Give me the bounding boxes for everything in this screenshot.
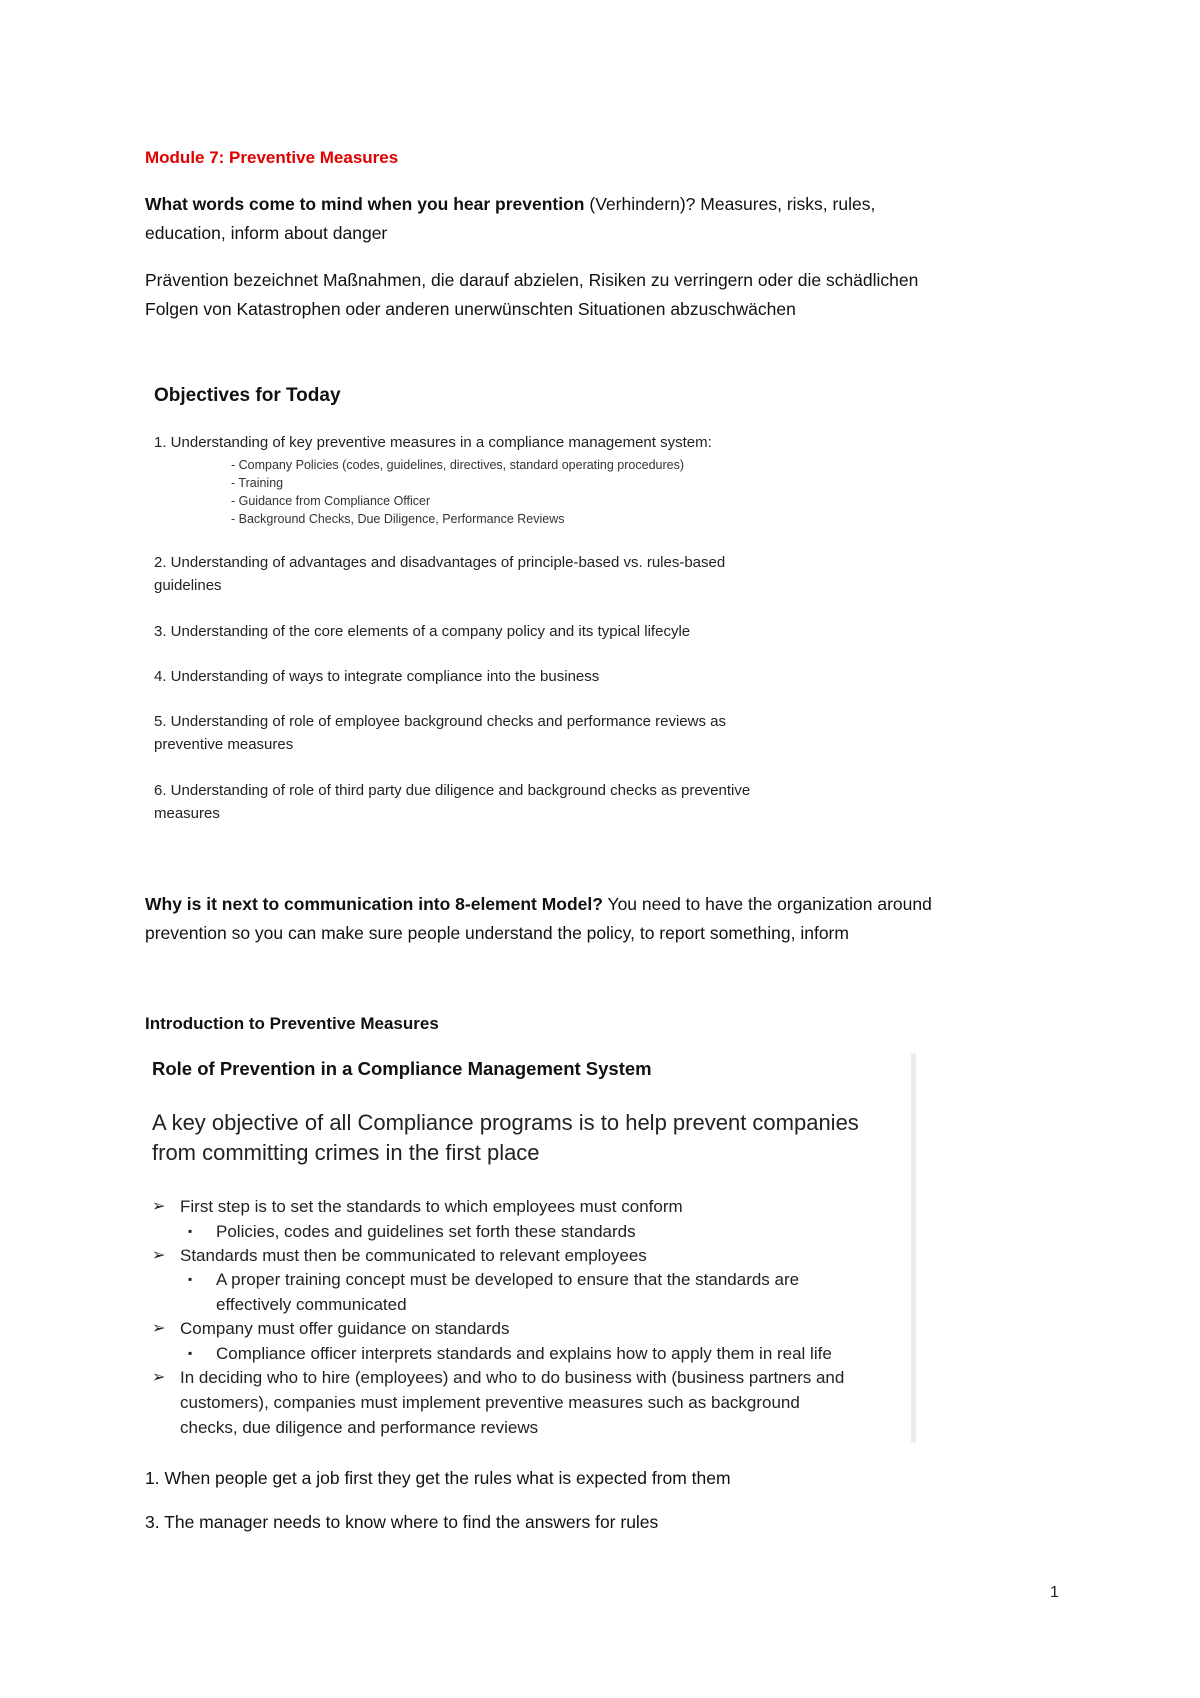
communication-question-answer: You need to have the organization around: [602, 894, 932, 914]
note-1: 1. When people get a job first they get the rules what is expected from them: [145, 1468, 731, 1488]
objective-sub-item: - Company Policies (codes, guidelines, directives, standard operating procedures): [231, 458, 685, 472]
arrow-bullet-icon: ➢: [152, 1198, 166, 1215]
prevention-question-paragraph: [145, 190, 1075, 248]
objective-sub-item: - Background Checks, Due Diligence, Performance Reviews: [231, 512, 565, 526]
german-definition-line1: Prävention bezeichnet Maßnahmen, die darauf abzielen, Risiken zu verringern oder die schädlichen: [145, 270, 919, 290]
objective-item-5: [154, 710, 874, 756]
arrow-bullet-icon: ➢: [152, 1247, 166, 1264]
arrow-bullet-icon: ➢: [152, 1320, 166, 1337]
objective-item-2: [154, 551, 874, 597]
objectives-heading: Objectives for Today: [154, 385, 341, 406]
slide-subbullet-1: [188, 1219, 936, 1244]
slide-bullet-4: [152, 1365, 930, 1440]
note-3: 3. The manager needs to know where to find the answers for rules: [145, 1512, 659, 1532]
objective-item-5-line2: preventive measures: [154, 736, 294, 753]
square-bullet-icon: ▪: [188, 1346, 193, 1360]
german-definition-line2: Folgen von Katastrophen oder anderen unerwünschten Situationen abzuschwächen: [145, 299, 796, 319]
objective-item-1: 1. Understanding of key preventive measures in a compliance management system:: [154, 434, 712, 451]
slide-subbullet-1-text: Policies, codes and guidelines set forth these standards: [216, 1222, 636, 1241]
slide-bullet-3: [152, 1316, 920, 1341]
square-bullet-icon: ▪: [188, 1272, 193, 1286]
arrow-bullet-icon: ➢: [152, 1369, 166, 1386]
slide-title: Role of Prevention in a Compliance Management System: [152, 1058, 652, 1079]
german-definition-paragraph: [145, 266, 1075, 324]
slide-bullet-1: [152, 1194, 920, 1219]
objective-item-6: [154, 779, 874, 825]
slide-subbullet-2: [188, 1267, 936, 1317]
objective-item-5-line1: 5. Understanding of role of employee background checks and performance reviews as: [154, 713, 726, 730]
slide-subbullet-2-line1: A proper training concept must be developed to ensure that the standards are: [216, 1270, 800, 1289]
objective-sub-list: [231, 456, 684, 528]
objective-item-3: 3. Understanding of the core elements of a company policy and its typical lifecyle: [154, 623, 691, 640]
communication-question-bold: Why is it next to communication into 8-element Model?: [145, 894, 603, 914]
prevention-question-answer: (Verhindern)? Measures, risks, rules,: [584, 194, 876, 214]
prevention-question-answer-line2: education, inform about danger: [145, 223, 388, 243]
slide-bullet-3-text: Company must offer guidance on standards: [180, 1319, 510, 1338]
communication-question-paragraph: [145, 890, 1075, 948]
communication-question-answer-line2: prevention so you can make sure people understand the policy, to report something, inform: [145, 923, 849, 943]
slide-subbullet-3-text: Compliance officer interprets standards and explains how to apply them in real life: [216, 1344, 832, 1363]
module-title: Module 7: Preventive Measures: [145, 148, 399, 167]
objective-sub-item: - Training: [231, 476, 284, 490]
slide-bullet-4-line3: checks, due diligence and performance reviews: [180, 1418, 539, 1437]
intro-heading: Introduction to Preventive Measures: [145, 1014, 439, 1033]
page-number: 1: [1050, 1584, 1059, 1601]
slide-bullet-4-line2: customers), companies must implement preventive measures such as background: [180, 1393, 800, 1412]
slide-subbullet-2-line2: effectively communicated: [216, 1295, 407, 1314]
slide-subbullet-3: [188, 1341, 936, 1366]
slide-bullet-1-text: First step is to set the standards to which employees must conform: [180, 1197, 683, 1216]
objective-item-2-line1: 2. Understanding of advantages and disadvantages of principle-based vs. rules-based: [154, 554, 726, 571]
slide-lead-line2: from committing crimes in the first place: [152, 1140, 540, 1165]
slide-bullet-2: [152, 1243, 920, 1268]
objective-item-2-line2: guidelines: [154, 577, 222, 594]
slide-lead-line1: A key objective of all Compliance programs is to help prevent companies: [152, 1110, 859, 1135]
objective-item-6-line1: 6. Understanding of role of third party due diligence and background checks as preventive: [154, 782, 751, 799]
objective-item-6-line2: measures: [154, 805, 220, 822]
square-bullet-icon: ▪: [188, 1224, 193, 1238]
prevention-question-bold: What words come to mind when you hear prevention: [145, 194, 585, 214]
objective-sub-item: - Guidance from Compliance Officer: [231, 494, 431, 508]
slide-bullet-2-text: Standards must then be communicated to relevant employees: [180, 1246, 647, 1265]
slide-bullet-4-line1: In deciding who to hire (employees) and who to do business with (business partners and: [180, 1368, 845, 1387]
slide-lead: [152, 1108, 892, 1168]
objective-item-4: 4. Understanding of ways to integrate compliance into the business: [154, 668, 600, 685]
